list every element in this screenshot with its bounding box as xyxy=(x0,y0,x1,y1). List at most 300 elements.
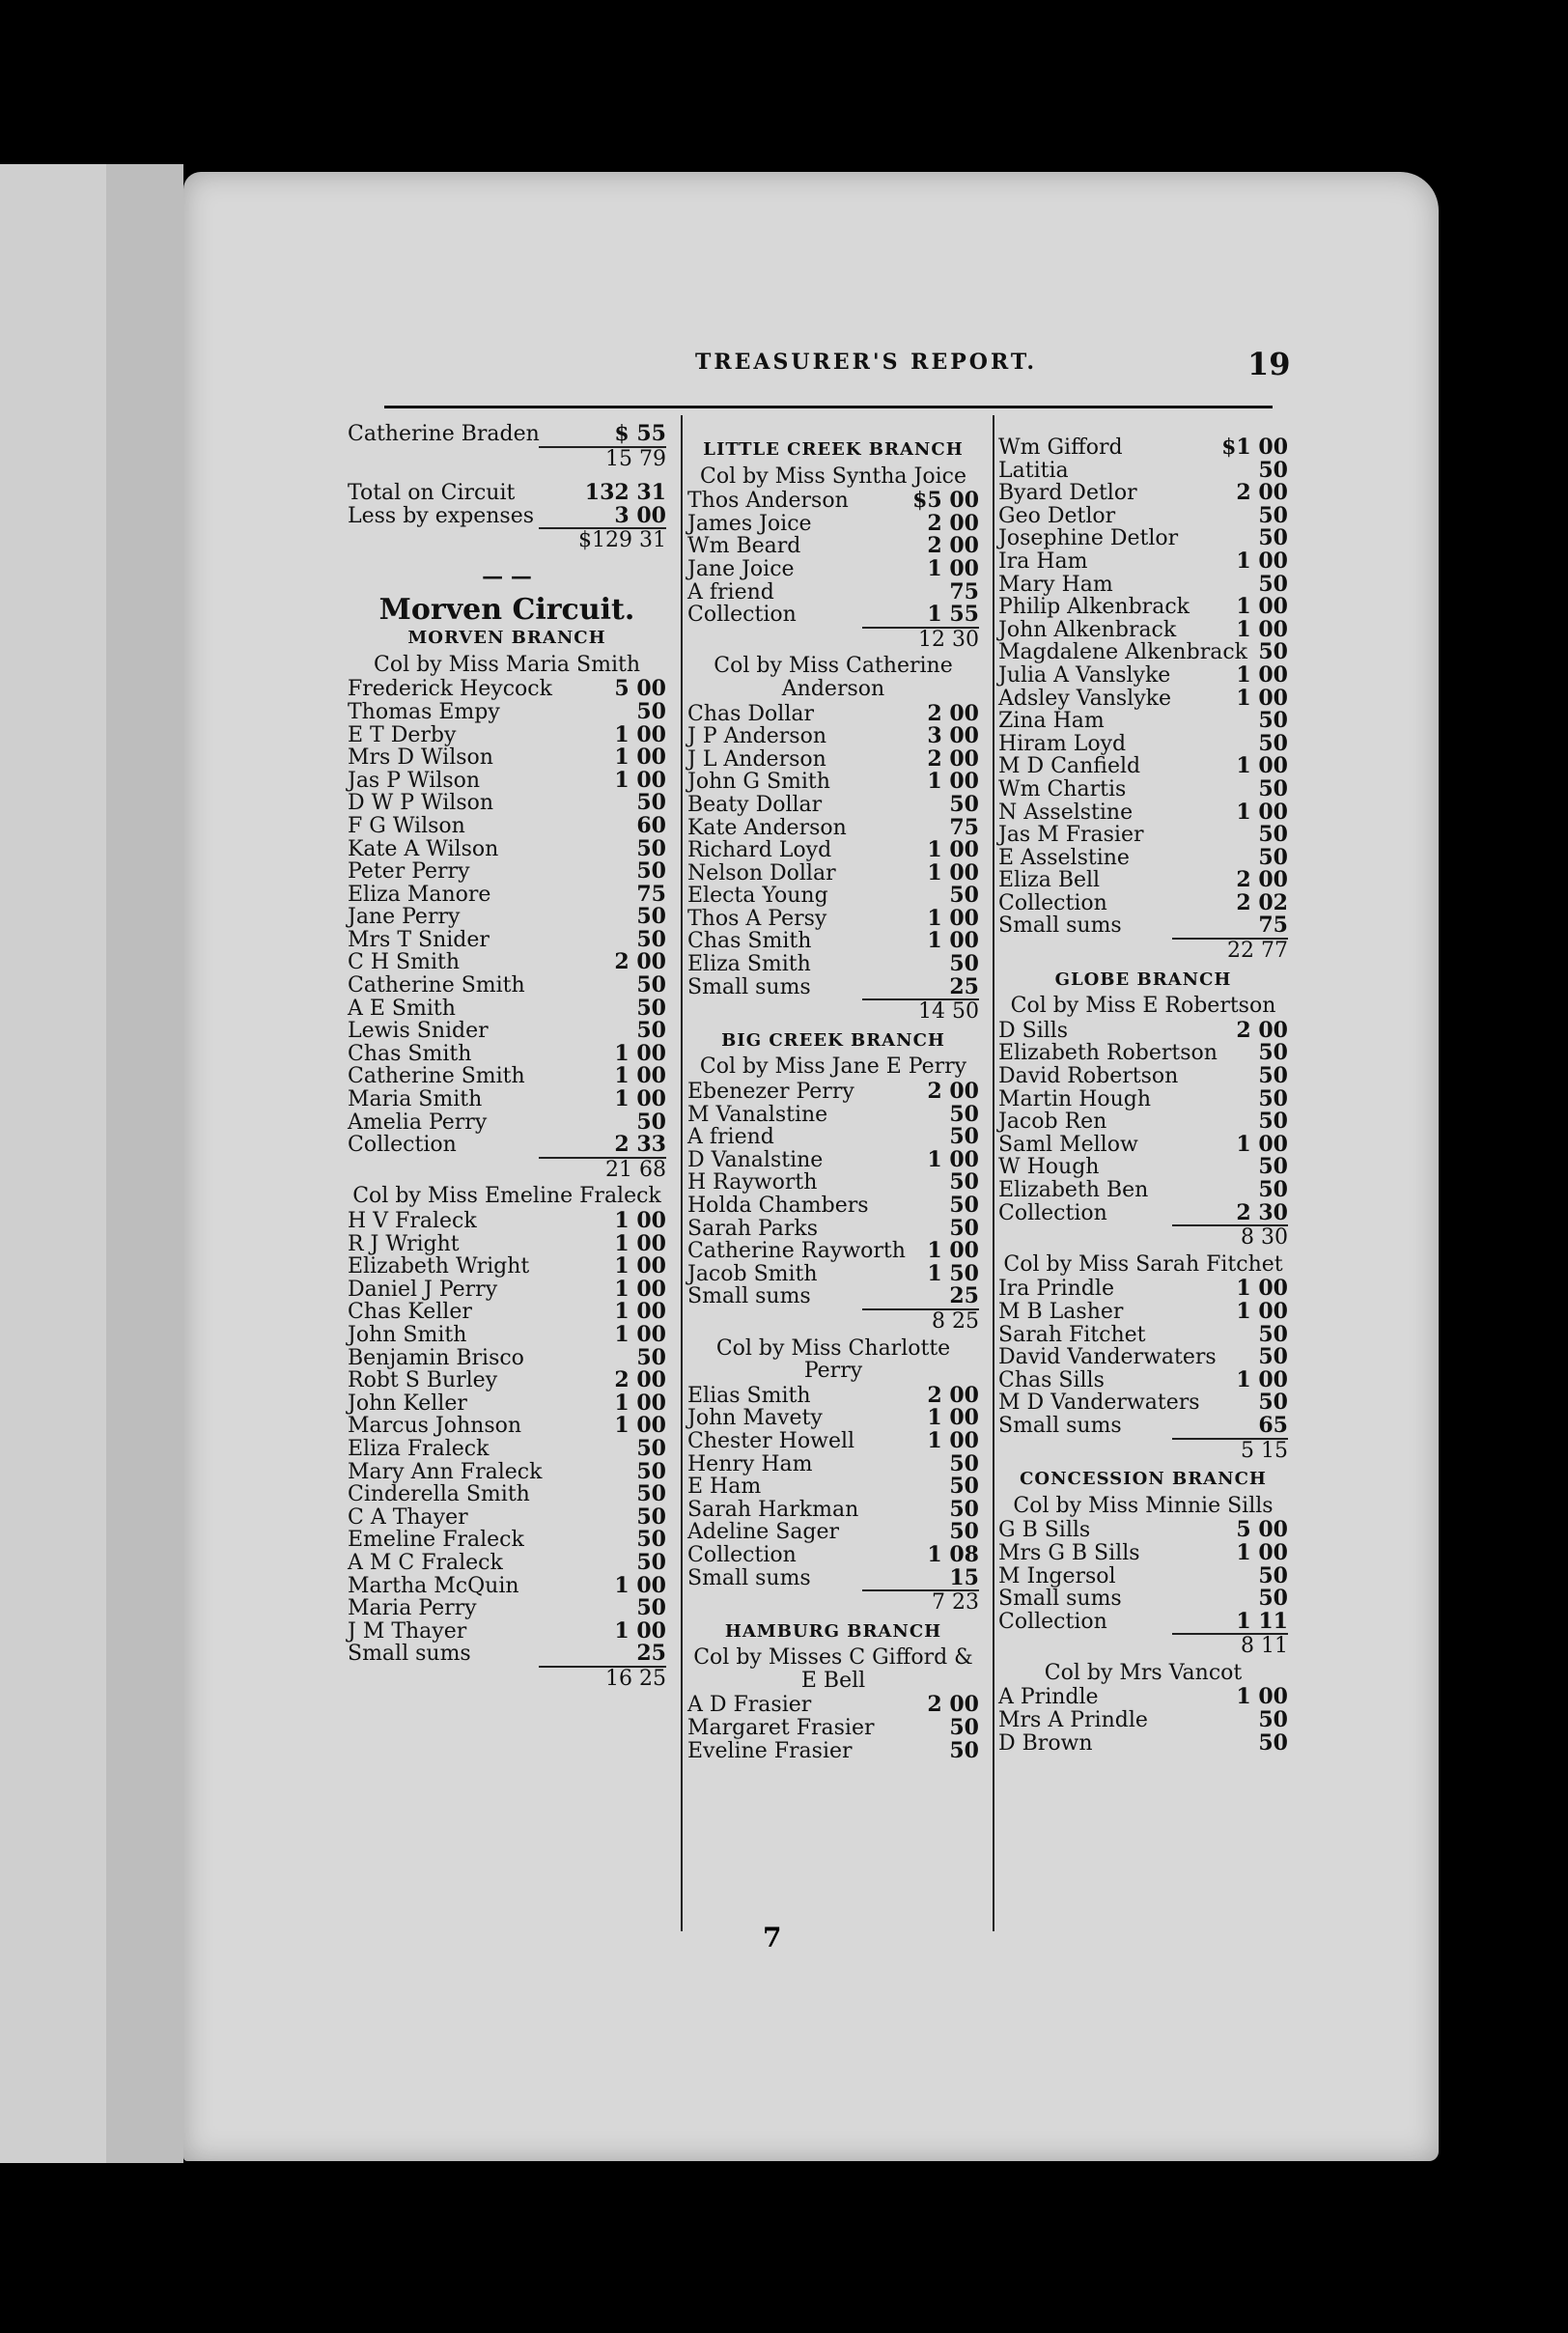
ledger-row xyxy=(348,1020,666,1043)
ledger-row xyxy=(348,502,666,528)
entry-amount: 50 xyxy=(1258,1154,1288,1180)
ledger-row xyxy=(687,1126,979,1149)
entry-name: E Ham xyxy=(687,1475,762,1500)
entry-amount: 1 00 xyxy=(1236,548,1288,574)
entry-name: Julia A Vanslyke xyxy=(998,662,1171,688)
ledger-row xyxy=(998,685,1288,711)
entry-amount: 50 xyxy=(636,858,666,885)
entry-amount: 1 00 xyxy=(614,1063,666,1089)
ledger-row xyxy=(687,930,979,953)
page-number: 19 xyxy=(1247,346,1291,382)
entry-name: A friend xyxy=(687,1125,774,1150)
entry-amount: 50 xyxy=(636,1549,666,1575)
ledger-row xyxy=(348,835,666,861)
entry-amount: 1 00 xyxy=(614,1230,666,1256)
ledger-fitchet xyxy=(998,1278,1288,1437)
entry-name: Collection xyxy=(687,603,797,628)
entry-amount: 50 xyxy=(949,1124,979,1150)
ledger-row xyxy=(998,616,1288,642)
entry-amount: 50 xyxy=(1258,1177,1288,1202)
ledger-row xyxy=(348,881,666,907)
entry-name: Eliza Smith xyxy=(687,952,811,977)
ledger-row xyxy=(348,1483,666,1506)
branch-heading: MORVEN BRANCH xyxy=(407,628,606,649)
entry-name: D Sills xyxy=(998,1018,1069,1043)
entry-amount: 50 xyxy=(1258,1321,1288,1347)
ledger-row xyxy=(998,641,1288,664)
ledger-row xyxy=(348,1369,666,1392)
entry-amount: 2 00 xyxy=(927,1079,979,1105)
entry-name: Thos Anderson xyxy=(687,489,849,514)
ledger-row xyxy=(348,721,666,747)
entry-amount: 50 xyxy=(949,1450,979,1476)
entry-name: Benjamin Brisco xyxy=(348,1345,524,1370)
branch-total: 16 25 xyxy=(539,1666,666,1691)
ledger-row xyxy=(998,1562,1288,1588)
entry-amount: 50 xyxy=(949,1737,979,1763)
branch-total: 14 50 xyxy=(862,998,979,1024)
ledger-row xyxy=(998,710,1288,733)
ledger-row xyxy=(348,1111,666,1135)
ledger-row xyxy=(687,1407,979,1430)
branch-total: 5 15 xyxy=(1172,1438,1288,1463)
ledger-row xyxy=(998,1366,1288,1392)
entry-name: Jacob Ren xyxy=(998,1110,1107,1135)
ledger-row xyxy=(687,885,979,908)
ledger-row xyxy=(348,1210,666,1233)
ledger-row xyxy=(687,973,979,999)
entry-name: A D Frasier xyxy=(687,1693,812,1718)
ledger-row xyxy=(998,844,1288,870)
ledger-row xyxy=(998,914,1288,938)
entry-name: Catherine Braden xyxy=(348,422,540,446)
entry-amount: 25 xyxy=(949,973,979,999)
ledger-row xyxy=(687,1146,979,1172)
entry-amount: 60 xyxy=(636,812,666,838)
ledger-row xyxy=(687,1694,979,1717)
entry-name: Collection xyxy=(687,1542,797,1567)
entry-amount: 2 00 xyxy=(614,1367,666,1393)
running-header: TREASURER'S REPORT. xyxy=(695,350,1038,375)
entry-amount: 50 xyxy=(949,951,979,977)
entry-name: Mrs D Wilson xyxy=(348,745,493,771)
ledger-row xyxy=(348,1572,666,1598)
entry-name: Marcus Johnson xyxy=(348,1414,522,1439)
ledger-row xyxy=(687,1260,979,1286)
separator-dash: — — xyxy=(482,563,532,589)
ledger-row xyxy=(687,814,979,840)
entry-name: Chester Howell xyxy=(687,1428,855,1453)
entry-name: Catherine Smith xyxy=(348,973,525,998)
branch-heading: BIG CREEK BRANCH xyxy=(721,1029,945,1051)
entry-amount: 50 xyxy=(636,926,666,952)
ledger-row xyxy=(348,746,666,770)
entry-name: Thomas Empy xyxy=(348,699,500,724)
entry-amount: 50 xyxy=(636,972,666,998)
ledger-vancot xyxy=(998,1686,1288,1755)
entry-amount: 50 xyxy=(1258,844,1288,870)
entry-name: Kate Anderson xyxy=(687,815,847,840)
entry-name: Frederick Heycock xyxy=(348,677,552,702)
ledger-row xyxy=(348,1415,666,1438)
branch-total: 21 68 xyxy=(539,1157,666,1182)
ledger-row xyxy=(687,1737,979,1763)
ledger-row xyxy=(348,860,666,884)
entry-name: M Ingersol xyxy=(998,1563,1116,1588)
entry-amount: 1 55 xyxy=(927,602,979,628)
ledger-row xyxy=(998,1321,1288,1347)
ledger-gifford xyxy=(998,436,1288,938)
entry-amount: 1 00 xyxy=(1236,685,1288,711)
ledger-row xyxy=(687,725,979,748)
ledger-row xyxy=(348,974,666,998)
entry-amount: 25 xyxy=(949,1283,979,1309)
column-divider-1 xyxy=(681,415,683,1931)
entry-amount: 2 00 xyxy=(927,745,979,772)
ledger-row xyxy=(348,1065,666,1088)
ledger-anderson xyxy=(687,700,979,999)
entry-name: Ira Prindle xyxy=(998,1277,1114,1302)
ledger-row xyxy=(348,482,666,505)
entry-name: Wm Beard xyxy=(687,534,801,559)
entry-amount: 2 00 xyxy=(927,533,979,559)
ledger-row xyxy=(348,698,666,724)
entry-amount: 1 50 xyxy=(927,1260,979,1286)
entry-amount: 1 00 xyxy=(614,1253,666,1279)
entry-amount: 2 00 xyxy=(1236,867,1288,893)
ledger-row xyxy=(998,1412,1288,1438)
ledger-row xyxy=(998,1278,1288,1301)
entry-name: Less by expenses xyxy=(348,503,535,528)
entry-name: Geo Detlor xyxy=(998,503,1116,528)
entry-amount: 1 00 xyxy=(927,769,979,795)
entry-amount: 2 00 xyxy=(927,1692,979,1718)
entry-name: Total on Circuit xyxy=(348,481,516,506)
ledger-row xyxy=(687,1081,979,1104)
entry-amount: 50 xyxy=(636,835,666,861)
entry-name: Chas Smith xyxy=(687,929,812,954)
ledger-row xyxy=(348,1549,666,1575)
entry-name: Lewis Snider xyxy=(348,1019,489,1044)
ledger-row xyxy=(687,1285,979,1308)
ledger-row xyxy=(687,1101,979,1127)
entry-name: James Joice xyxy=(687,511,812,536)
entry-amount: 2 33 xyxy=(614,1132,666,1158)
ledger-row xyxy=(687,859,979,885)
entry-name: A Prindle xyxy=(998,1685,1099,1710)
ledger-row xyxy=(348,1134,666,1157)
entry-amount: 50 xyxy=(1258,1085,1288,1111)
ledger-row xyxy=(348,1617,666,1644)
entry-name: A friend xyxy=(687,579,774,604)
ledger-row xyxy=(348,951,666,974)
entry-amount: 1 00 xyxy=(927,1427,979,1453)
collector-heading: Col by Miss Minnie Sills xyxy=(1013,1493,1274,1518)
ledger-row xyxy=(687,1382,979,1408)
ledger-row xyxy=(348,1276,666,1302)
entry-name: Collection xyxy=(998,890,1107,915)
ledger-row xyxy=(998,1709,1288,1732)
entry-name: Collection xyxy=(998,1200,1107,1225)
entry-amount: 1 00 xyxy=(927,1238,979,1264)
branch-total: 7 23 xyxy=(862,1589,979,1615)
entry-name: Chas Dollar xyxy=(687,701,814,726)
entry-amount: 1 00 xyxy=(1236,616,1288,642)
entry-name: Henry Ham xyxy=(687,1451,813,1476)
entry-name: Adeline Sager xyxy=(687,1520,840,1545)
entry-name: Collection xyxy=(348,1133,457,1158)
ledger-row xyxy=(348,1321,666,1347)
branch-heading: HAMBURG BRANCH xyxy=(724,1620,942,1642)
ledger-row xyxy=(687,1564,979,1590)
ledger-row xyxy=(687,1450,979,1476)
ledger-row xyxy=(348,812,666,838)
ledger-row xyxy=(687,839,979,862)
branch-total: 8 25 xyxy=(862,1308,979,1334)
branch-total: 12 30 xyxy=(862,627,979,652)
entry-amount: 3 00 xyxy=(614,502,666,528)
entry-name: J L Anderson xyxy=(687,746,826,772)
ledger-hamburg xyxy=(687,1694,979,1762)
entry-name: Elizabeth Ben xyxy=(998,1178,1149,1202)
branch-total: 8 30 xyxy=(1172,1224,1288,1250)
ledger-row xyxy=(998,436,1288,460)
ledger-row xyxy=(998,571,1288,597)
ledger-row xyxy=(998,824,1288,847)
entry-name: Small sums xyxy=(348,1642,471,1667)
entry-amount: 1 00 xyxy=(927,1405,979,1431)
column-2 xyxy=(687,433,979,1762)
entry-amount: 50 xyxy=(949,1474,979,1500)
entry-amount: 50 xyxy=(1258,1586,1288,1612)
entry-amount: 1 00 xyxy=(614,721,666,747)
ledger-row xyxy=(348,1344,666,1370)
entry-amount: 50 xyxy=(636,698,666,724)
entry-amount: 50 xyxy=(949,1519,979,1545)
entry-name: Catherine Rayworth xyxy=(687,1239,906,1264)
entry-amount: 50 xyxy=(1258,1109,1288,1135)
ledger-row xyxy=(687,771,979,794)
entry-name: Elizabeth Robertson xyxy=(998,1041,1218,1066)
entry-amount: 1 00 xyxy=(614,1390,666,1416)
entry-amount: 2 30 xyxy=(1236,1199,1288,1225)
entry-amount: 50 xyxy=(636,1504,666,1530)
entry-amount: 1 00 xyxy=(614,1299,666,1325)
ledger-row xyxy=(998,482,1288,505)
branch-heading: GLOBE BRANCH xyxy=(1054,969,1232,990)
entry-amount: 2 00 xyxy=(927,510,979,536)
entry-name: Collection xyxy=(998,1609,1107,1634)
ledger-row xyxy=(348,1435,666,1461)
entry-amount: 1 00 xyxy=(927,837,979,863)
entry-amount: 50 xyxy=(949,1496,979,1522)
ledger-row xyxy=(348,678,666,701)
column-divider-2 xyxy=(993,415,994,1931)
entry-amount: 50 xyxy=(636,1109,666,1135)
entry-amount: 50 xyxy=(1258,1729,1288,1756)
ledger-row xyxy=(687,953,979,976)
entry-amount: 2 00 xyxy=(1236,480,1288,506)
entry-name: M B Lasher xyxy=(998,1299,1124,1324)
ledger-row xyxy=(687,490,979,513)
ledger-row xyxy=(348,1088,666,1111)
ledger-row xyxy=(348,1506,666,1530)
entry-amount: 132 31 xyxy=(584,480,666,506)
entry-name: Small sums xyxy=(998,1413,1122,1438)
entry-amount: 1 00 xyxy=(614,745,666,771)
entry-name: Small sums xyxy=(687,974,811,999)
circuit-totals xyxy=(348,482,666,527)
entry-amount: 50 xyxy=(949,791,979,817)
entry-name: Maria Perry xyxy=(348,1596,477,1621)
ledger-row xyxy=(998,457,1288,483)
ledger-row xyxy=(348,1040,666,1066)
entry-amount: 5 00 xyxy=(1236,1517,1288,1543)
entry-amount: $5 00 xyxy=(912,488,979,514)
entry-amount: 1 00 xyxy=(1236,1539,1288,1565)
entry-name: David Vanderwaters xyxy=(998,1345,1217,1370)
entry-name: H V Fraleck xyxy=(348,1209,477,1233)
entry-amount: 1 08 xyxy=(927,1541,979,1567)
entry-name: Jacob Smith xyxy=(687,1261,818,1286)
entry-amount: 1 00 xyxy=(1236,1366,1288,1392)
entry-amount: 1 00 xyxy=(614,1321,666,1347)
entry-amount: 50 xyxy=(636,1481,666,1507)
ledger-morven xyxy=(348,678,666,1156)
entry-amount: 1 00 xyxy=(614,767,666,793)
entry-name: J P Anderson xyxy=(687,724,826,749)
entry-name: Emeline Fraleck xyxy=(348,1528,524,1553)
entry-name: Martin Hough xyxy=(998,1086,1152,1111)
entry-name: D W P Wilson xyxy=(348,791,494,816)
entry-name: Small sums xyxy=(998,1587,1122,1612)
entry-amount: 1 00 xyxy=(1236,1298,1288,1324)
entry-name: Maria Smith xyxy=(348,1087,483,1112)
entry-name: Cinderella Smith xyxy=(348,1482,530,1507)
signature-mark: 7 xyxy=(763,1922,782,1954)
entry-amount: 1 11 xyxy=(1236,1608,1288,1634)
ledger-row xyxy=(687,510,979,536)
entry-amount: 50 xyxy=(949,1169,979,1195)
entry-name: E T Derby xyxy=(348,722,457,747)
entry-name: Peter Perry xyxy=(348,859,470,885)
entry-amount: 1 00 xyxy=(927,859,979,885)
entry-name: M D Vanderwaters xyxy=(998,1391,1200,1416)
entry-name: Small sums xyxy=(998,914,1122,939)
entry-amount: 1 00 xyxy=(1236,1276,1288,1302)
entry-amount: 50 xyxy=(1258,502,1288,528)
ledger-row xyxy=(998,1156,1288,1179)
subtotal: 15 79 xyxy=(539,446,666,471)
ledger-row xyxy=(348,1643,666,1666)
ledger-row xyxy=(687,700,979,726)
entry-amount: 50 xyxy=(1258,730,1288,756)
ledger-row xyxy=(998,1179,1288,1202)
entry-name: Sarah Fitchet xyxy=(998,1322,1146,1347)
entry-amount: 50 xyxy=(636,790,666,816)
entry-name: Richard Loyd xyxy=(687,838,832,863)
entry-name: F G Wilson xyxy=(348,813,465,838)
entry-amount: 1 00 xyxy=(1236,1684,1288,1710)
ledger-row xyxy=(998,869,1288,892)
ledger-row xyxy=(687,578,979,604)
entry-amount: 2 02 xyxy=(1236,889,1288,915)
entry-amount: 75 xyxy=(949,814,979,840)
entry-amount: 1 00 xyxy=(1236,753,1288,779)
entry-amount: 50 xyxy=(949,883,979,909)
left-page-fold xyxy=(106,164,183,2163)
entry-name: Eliza Manore xyxy=(348,882,491,907)
entry-amount: 1 00 xyxy=(614,1276,666,1302)
branch-total: 22 77 xyxy=(1172,938,1288,963)
entry-name: Thos A Persy xyxy=(687,906,827,931)
ledger-globe xyxy=(998,1017,1288,1225)
entry-name: Margaret Frasier xyxy=(687,1716,875,1741)
ledger-row xyxy=(998,1042,1288,1065)
entry-name: Catherine Smith xyxy=(348,1064,525,1089)
entry-amount: 75 xyxy=(1258,913,1288,939)
entry-name: Small sums xyxy=(687,1565,811,1590)
entry-name: Magdalene Alkenbrack xyxy=(998,640,1247,665)
collector-heading: Col by Miss Syntha Joice xyxy=(700,464,966,489)
ledger-row xyxy=(348,767,666,793)
ledger-top xyxy=(348,423,666,446)
entry-amount: 1 00 xyxy=(927,1146,979,1172)
entry-name: Eliza Fraleck xyxy=(348,1436,490,1461)
entry-amount: 50 xyxy=(1258,1344,1288,1370)
entry-amount: 50 xyxy=(1258,639,1288,665)
entry-amount: 50 xyxy=(636,1458,666,1484)
entry-name: Saml Mellow xyxy=(998,1132,1138,1157)
ledger-row xyxy=(998,550,1288,574)
ledger-row xyxy=(687,1521,979,1544)
entry-name: John G Smith xyxy=(687,770,830,795)
ledger-row xyxy=(998,755,1288,778)
entry-name: Wm Gifford xyxy=(998,436,1123,460)
entry-amount: 65 xyxy=(1258,1412,1288,1438)
column-1 xyxy=(348,423,666,1690)
entry-amount: 75 xyxy=(636,881,666,907)
entry-name: Mrs T Snider xyxy=(348,927,490,952)
ledger-row xyxy=(998,1085,1288,1111)
ledger-row xyxy=(348,1255,666,1279)
ledger-row xyxy=(687,745,979,772)
ledger-row xyxy=(998,801,1288,825)
entry-amount: 1 00 xyxy=(614,1572,666,1598)
ledger-row xyxy=(998,1391,1288,1415)
entry-amount: 50 xyxy=(1258,822,1288,848)
ledger-row xyxy=(687,1195,979,1218)
branch-heading: LITTLE CREEK BRANCH xyxy=(703,439,964,460)
entry-name: Chas Sills xyxy=(998,1367,1105,1392)
entry-name: Robt S Burley xyxy=(348,1368,498,1393)
ledger-row xyxy=(998,1519,1288,1542)
entry-name: Mrs A Prindle xyxy=(998,1708,1148,1733)
ledger-row xyxy=(998,1729,1288,1756)
entry-amount: 5 00 xyxy=(614,676,666,702)
ledger-row xyxy=(348,1392,666,1416)
entry-amount: 1 00 xyxy=(614,1413,666,1439)
entry-name: Eveline Frasier xyxy=(687,1738,853,1763)
collector-heading: Col by Miss Jane E Perry xyxy=(699,1054,967,1080)
ledger-row xyxy=(687,1240,979,1263)
ledger-row xyxy=(998,889,1288,915)
entry-name: Mrs G B Sills xyxy=(998,1540,1140,1565)
entry-name: J M Thayer xyxy=(348,1618,467,1644)
entry-amount: 50 xyxy=(1258,1390,1288,1416)
entry-name: M Vanalstine xyxy=(687,1102,828,1127)
collector-heading: Col by Miss Maria Smith xyxy=(373,652,641,677)
